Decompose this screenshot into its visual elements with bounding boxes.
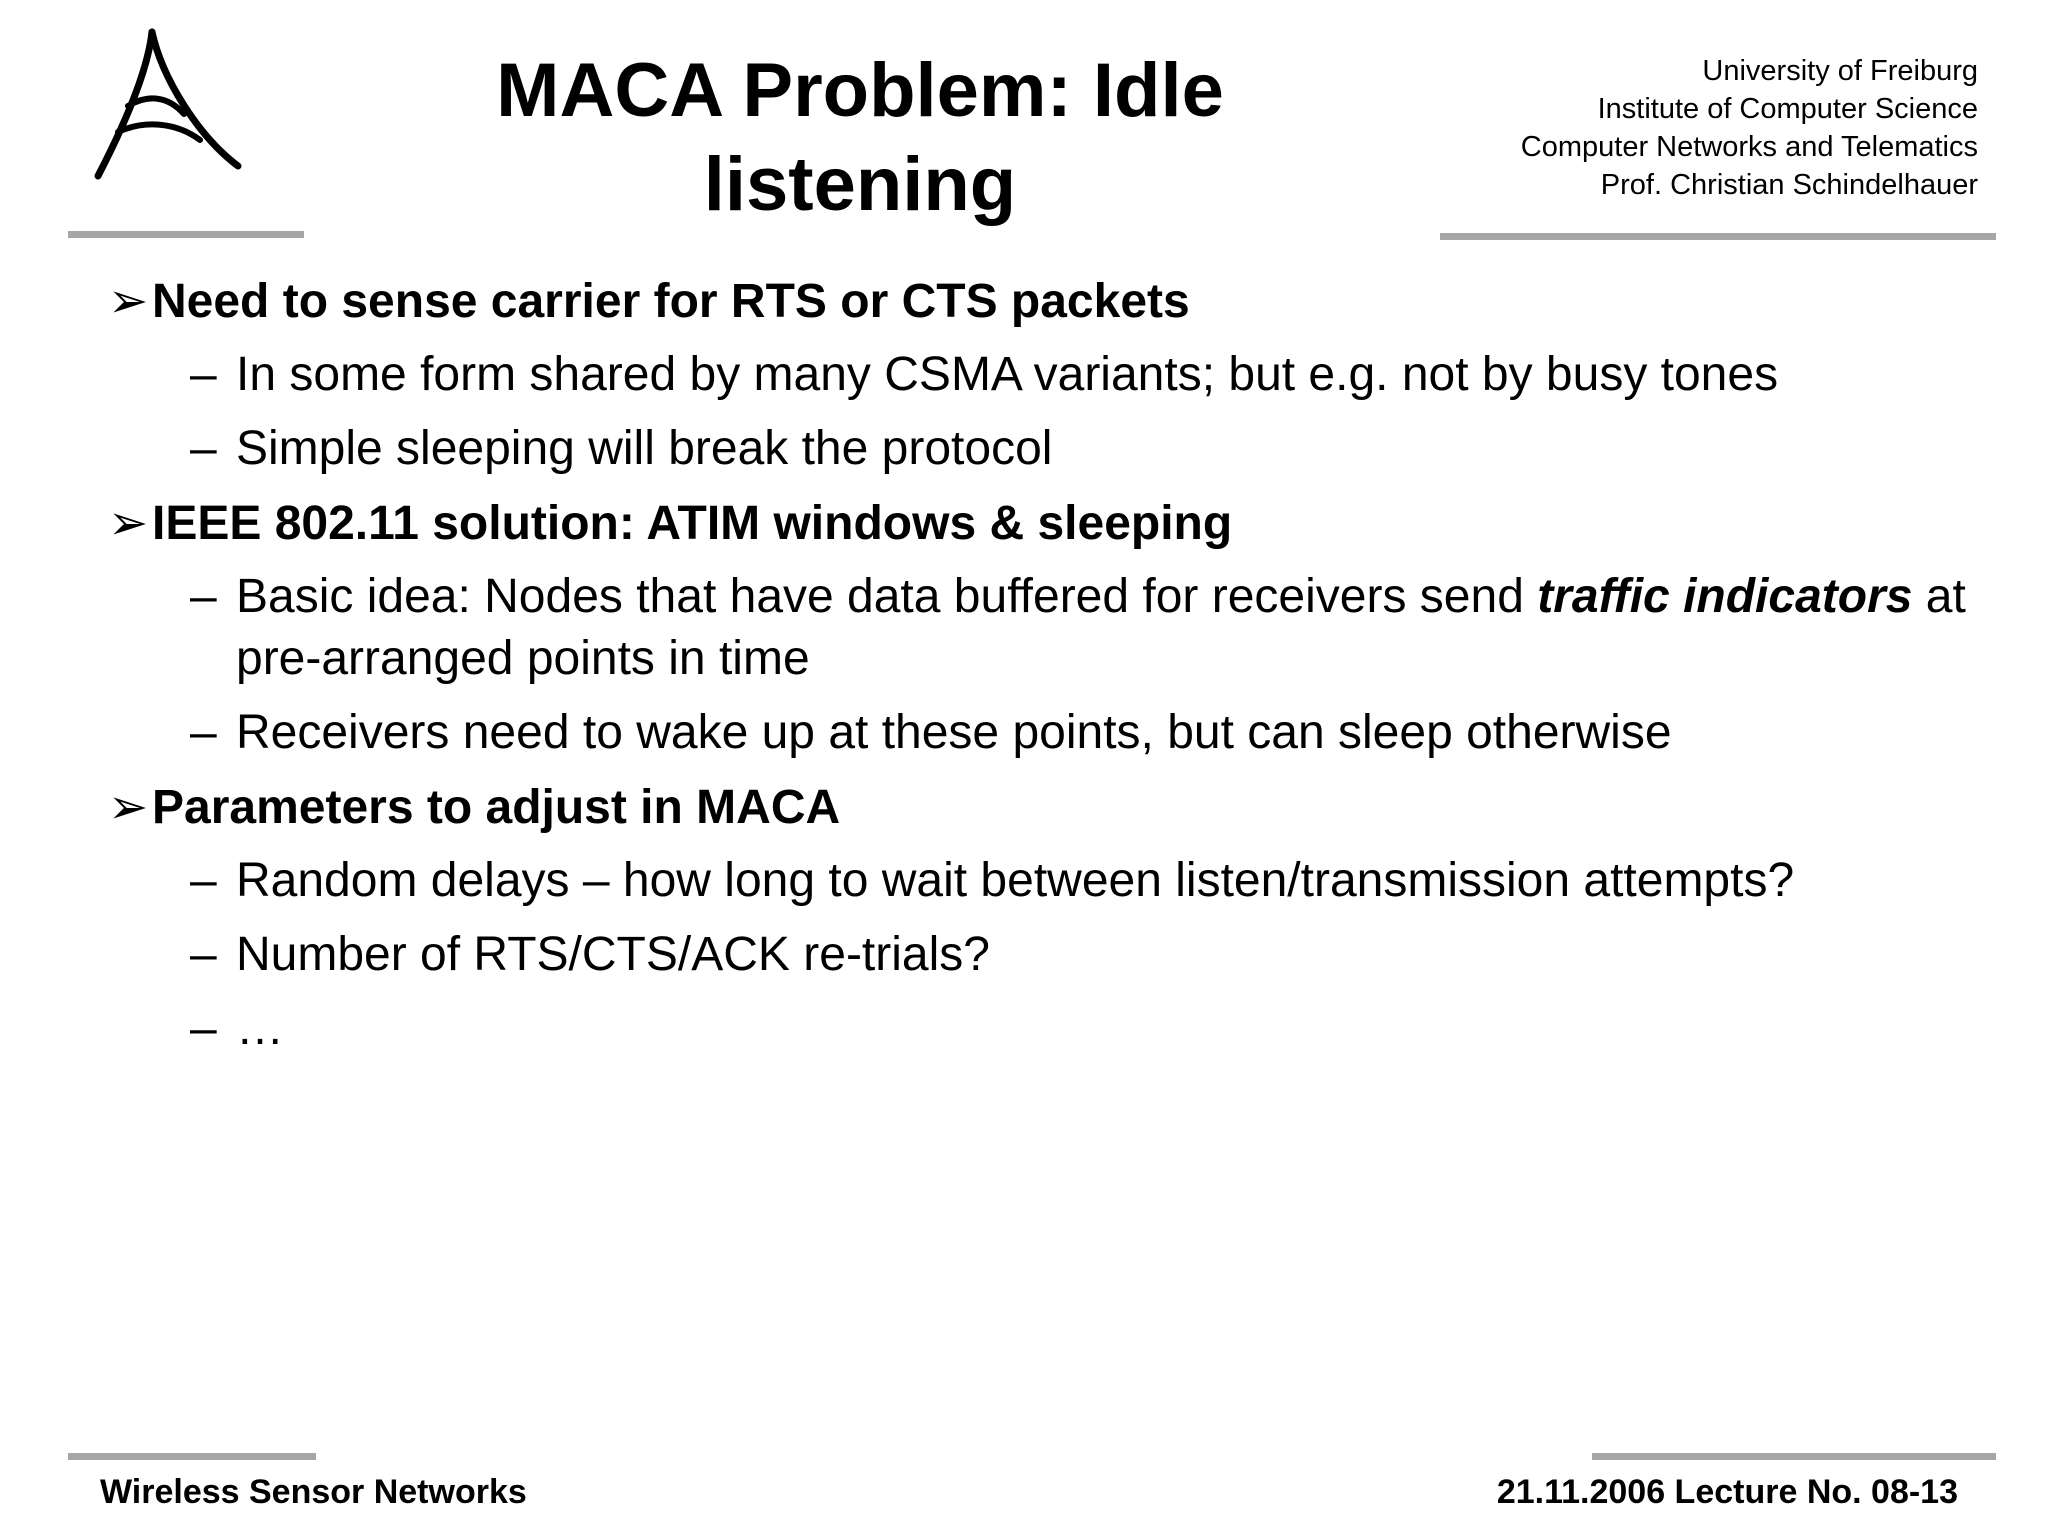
slide-title: MACA Problem: Idle listening — [496, 48, 1224, 227]
sub-bullet-item — [108, 924, 1988, 986]
dash-marker: – — [190, 570, 217, 623]
affiliation-block — [1521, 52, 1978, 204]
arrowhead-bullet-icon: ➢ — [108, 781, 149, 834]
emphasized-term: traffic indicators — [1537, 570, 1913, 623]
bullet-text: Need to sense carrier for RTS or CTS packets — [152, 275, 1190, 328]
dash-marker: – — [190, 1002, 217, 1055]
freiburg-antenna-logo-icon — [88, 28, 248, 188]
dash-marker: – — [190, 706, 217, 759]
sub-bullet-text: In some form shared by many CSMA variants; but e.g. not by busy tones — [236, 348, 1779, 401]
header-rule-left — [68, 231, 304, 238]
dash-marker: – — [190, 422, 217, 475]
header-rule-right — [1440, 233, 1996, 240]
institute-name: Institute of Computer Science — [1597, 93, 1978, 125]
sub-bullet-text: … — [236, 1002, 284, 1055]
bullet-text: Parameters to adjust in MACA — [152, 781, 841, 834]
dash-marker: – — [190, 348, 217, 401]
university-name: University of Freiburg — [1702, 55, 1978, 87]
group-name: Computer Networks and Telematics — [1520, 131, 1978, 163]
arrowhead-bullet-icon: ➢ — [108, 497, 149, 550]
sub-bullet-text: Receivers need to wake up at these points, but can sleep otherwise — [236, 706, 1672, 759]
slide-content — [108, 272, 1988, 1060]
footer-rule-left — [68, 1453, 316, 1460]
arrowhead-bullet-icon: ➢ — [108, 275, 149, 328]
sub-bullet-item — [108, 702, 1988, 764]
sub-bullet-text-start: Basic idea: Nodes that have data buffered for receivers send — [236, 570, 1538, 623]
dash-marker: – — [190, 854, 217, 907]
sub-bullet-text: Simple sleeping will break the protocol — [236, 422, 1053, 475]
sub-bullet-item — [108, 344, 1988, 406]
bullet-text: IEEE 802.11 solution: ATIM windows & sleeping — [152, 497, 1233, 550]
sub-bullet-text: Random delays – how long to wait between listen/transmission attempts? — [236, 854, 1795, 907]
professor-name: Prof. Christian Schindelhauer — [1600, 169, 1978, 201]
dash-marker: – — [190, 928, 217, 981]
bullet-item — [108, 778, 1988, 838]
footer-lecture-info: 21.11.2006 Lecture No. 08-13 — [1496, 1473, 1958, 1511]
bullet-item — [108, 272, 1988, 332]
sub-bullet-item — [108, 418, 1988, 480]
sub-bullet-text: Number of RTS/CTS/ACK re-trials? — [236, 928, 990, 981]
footer-course-name: Wireless Sensor Networks — [100, 1473, 527, 1511]
bullet-item — [108, 494, 1988, 554]
footer-rule-right — [1592, 1453, 1996, 1460]
sub-bullet-text-end: at pre-arranged points in time — [236, 570, 1966, 685]
sub-bullet-item — [108, 850, 1988, 912]
sub-bullet-item — [108, 566, 1988, 690]
sub-bullet-item — [108, 998, 1988, 1060]
